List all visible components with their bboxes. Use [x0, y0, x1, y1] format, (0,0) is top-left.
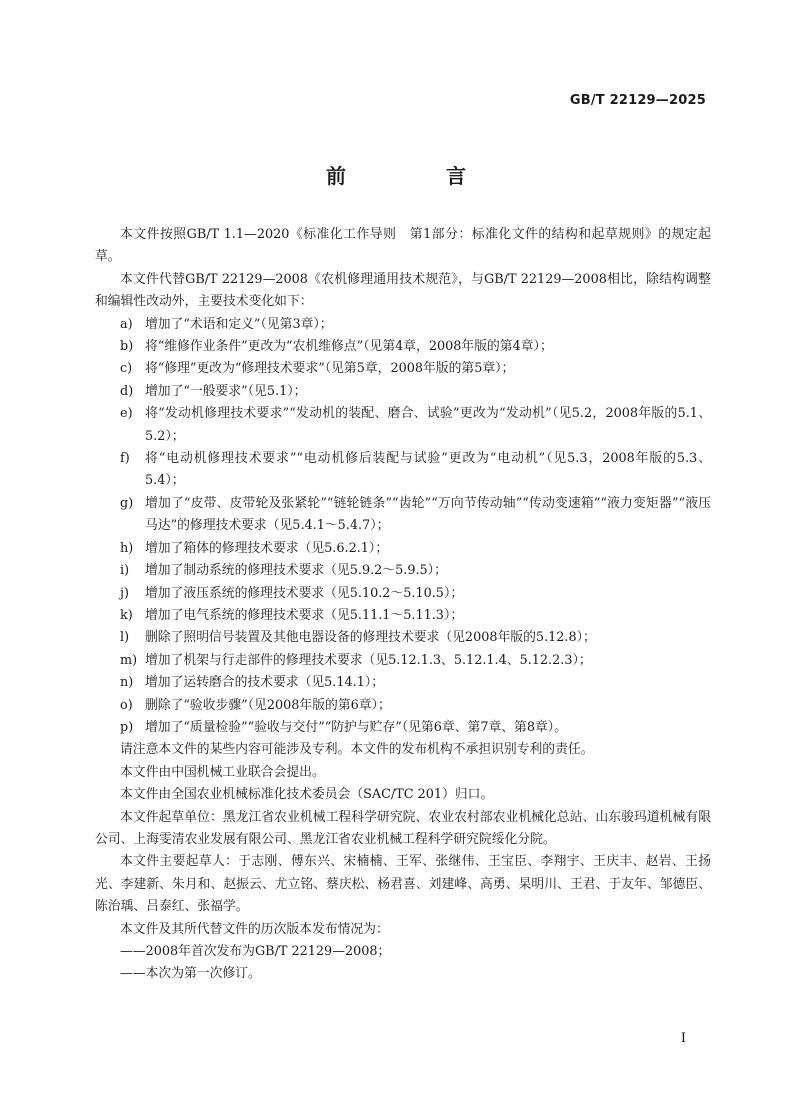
list-item-label: b): [120, 339, 134, 355]
list-item-text: 将“电动机修理技术要求”“电动机修后装配与试验”更改为“电动机”（见5.3，2008年版的5.3、5.4）；: [145, 451, 711, 489]
list-item-label: d): [120, 383, 134, 399]
history-item: ——本次为第一次修订。: [120, 966, 261, 982]
paragraph: 请注意本文件的某些内容可能涉及专利。本文件的发布机构不承担识别专利的责任。: [120, 742, 594, 758]
list-item-text: 增加了“质量检验”“验收与交付”“防护与贮存”（见第6章、第7章、第8章）。: [145, 719, 567, 735]
list-item: [95, 538, 711, 560]
history-item: ——2008年首次发布为GB/T 22129—2008；: [120, 944, 391, 959]
list-item-text: 增加了制动系统的修理技术要求（见5.9.2～5.9.5）；: [145, 563, 447, 579]
list-item-label: o): [120, 697, 133, 713]
list-item: [95, 381, 711, 403]
list-item: [95, 403, 711, 448]
list-item-label: m): [120, 652, 138, 668]
page-number: I: [680, 1031, 686, 1046]
list-item: [95, 695, 711, 717]
list-item-label: p): [120, 719, 134, 735]
list-item: [95, 605, 711, 627]
document-body: [95, 224, 711, 986]
list-item: [95, 672, 711, 694]
list-item-text: 将“修理”更改为“修理技术要求”（见第5章，2008年版的第5章）；: [145, 361, 515, 377]
paragraph: 本文件起草单位：黑龙江省农业机械工程科学研究院、农业农村部农业机械化总站、山东骏玛道机械有限公司、上海雯清农业发展有限公司、黑龙江省农业机械工程科学研究院绥化分院。: [95, 809, 711, 847]
list-item-text: 增加了电气系统的修理技术要求（见5.11.1～5.11.3）；: [145, 607, 464, 623]
list-item: [95, 650, 711, 672]
list-item-text: 增加了“术语和定义”（见第3章）；: [145, 316, 333, 332]
list-item: [95, 448, 711, 493]
list-item-label: j): [120, 585, 129, 601]
list-item: [95, 314, 711, 336]
standard-code: GB/T 22129—2025: [569, 93, 706, 108]
list-item-label: e): [120, 406, 133, 422]
list-item-text: 删除了照明信号装置及其他电器设备的修理技术要求（见2008年版的5.12.8）；: [145, 630, 596, 646]
list-item-label: g): [120, 495, 134, 511]
list-item-label: l): [120, 630, 130, 646]
list-item-text: 增加了“一般要求”（见5.1）；: [145, 383, 307, 399]
change-list: [95, 314, 711, 740]
paragraph: 本文件代替GB/T 22129—2008《农机修理通用技术规范》，与GB/T 22129—2008相比，除结构调整和编辑性改动外，主要技术变化如下：: [95, 271, 711, 310]
list-item-text: 增加了液压系统的修理技术要求（见5.10.2～5.10.5）；: [145, 585, 464, 601]
list-item-label: n): [120, 675, 134, 691]
list-item-label: h): [120, 540, 134, 556]
list-item-text: 增加了机架与行走部件的修理技术要求（见5.12.1.3、5.12.1.4、5.12.2.3）；: [145, 652, 592, 668]
list-item-text: 将“发动机修理技术要求”“发动机的装配、磨合、试验”更改为“发动机”（见5.2，2008年版的5.1、5.2）；: [145, 406, 711, 444]
list-item-label: f): [120, 451, 130, 467]
list-item: [95, 560, 711, 582]
list-item-label: a): [120, 316, 133, 332]
paragraph: 本文件主要起草人：于志刚、傅东兴、宋楠楠、王军、张继伟、王宝臣、李翔宇、王庆丰、赵岩、王扬光、李建新、朱月和、赵振云、尤立铭、蔡庆松、杨君喜、刘建峰、高勇、杲明川、王君、于友年、邹德臣、陈治瑀、吕泰红、张福学。: [95, 854, 711, 915]
paragraph: 本文件按照GB/T 1.1—2020《标准化工作导则 第1部分：标准化文件的结构和起草规则》的规定起草。: [95, 227, 711, 265]
list-item: [95, 336, 711, 358]
list-item-text: 增加了箱体的修理技术要求（见5.6.2.1）；: [145, 540, 389, 556]
list-item-label: c): [120, 361, 133, 377]
list-item-text: 增加了运转磨合的技术要求（见5.14.1）；: [145, 675, 385, 691]
list-item-text: 增加了“皮带、皮带轮及张紧轮”“链轮链条”“齿轮”“万向节传动轴”“传动变速箱”“液力变矩器”“液压马达”的修理技术要求（见5.4.1～5.4.7）；: [145, 495, 711, 534]
paragraph: 本文件由全国农业机械标准化技术委员会（SAC/TC 201）归口。: [120, 787, 494, 803]
list-item-label: k): [120, 607, 133, 623]
list-item: [95, 627, 711, 649]
list-item: [95, 717, 711, 739]
list-item-text: 将“维修作业条件”更改为“农机维修点”（见第4章，2008年版的第4章）；: [145, 339, 553, 355]
page-title: 前 言: [326, 164, 506, 188]
list-item-label: i): [120, 563, 130, 579]
paragraph: 本文件由中国机械工业联合会提出。: [120, 764, 325, 780]
list-item: [95, 358, 711, 380]
list-item-text: 删除了“验收步骤”（见2008年版的第6章）；: [145, 697, 391, 713]
paragraph: 本文件及其所代替文件的历次版本发布情况为：: [120, 921, 389, 937]
list-item: [95, 583, 711, 605]
list-item: [95, 493, 711, 538]
